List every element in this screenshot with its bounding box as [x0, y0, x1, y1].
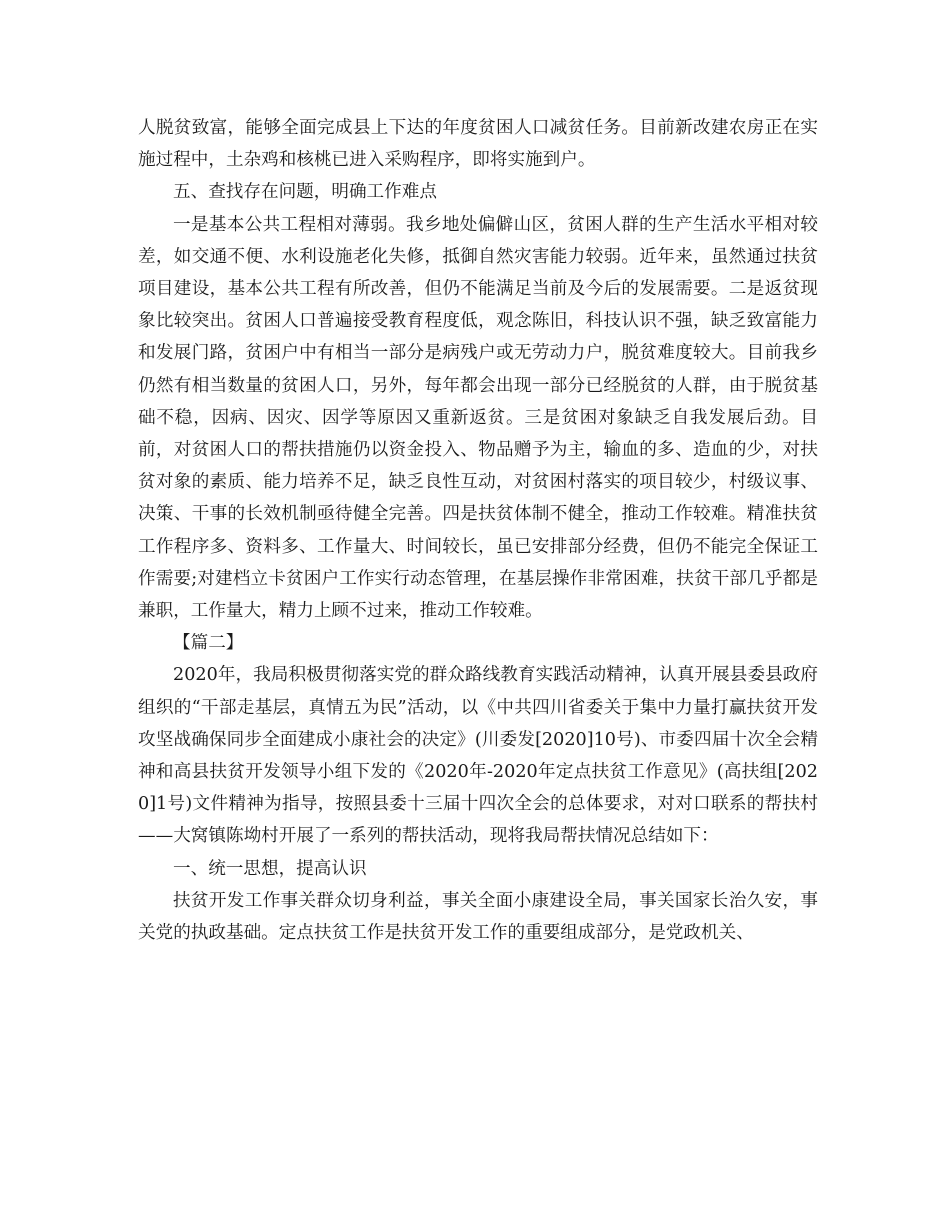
- paragraph-continuation: 人脱贫致富，能够全面完成县上下达的年度贫困人口减贫任务。目前新改建农房正在实施过程中，土杂鸡和核桃已进入采购程序，即将实施到户。: [138, 118, 818, 171]
- section-heading-one: 一、统一思想，提高认识: [173, 858, 367, 879]
- paragraph-poverty-work: 扶贫开发工作事关群众切身利益，事关全面小康建设全局，事关国家长治久安，事关党的执政基础。定点扶贫工作是扶贫开发工作的重要组成部分，是党政机关、: [138, 890, 818, 944]
- document-body: [138, 112, 818, 949]
- part-two-heading: 【篇二】: [173, 633, 244, 654]
- paragraph-intro-2020: 2020年，我局积极贯彻落实党的群众路线教育实践活动精神，认真开展县委县政府组织的“干部走基层，真情五为民”活动，以《中共四川省委关于集中力量打赢扶贫开发攻坚战确保同步全面建成小康社会的决定》(川委发[2020]10号)、市委四届十次全会精神和高县扶贫开发领导小组下发的《2020年-2020年定点扶贫工作意见》(高扶组[2020]1号)文件精神为指导，按照县委十三届十四次全会的总体要求，对对口联系的帮扶村——大窝镇陈坳村开展了一系列的帮扶活动，现将我局帮扶情况总结如下：: [138, 665, 818, 847]
- section-heading-five: 五、查找存在问题，明确工作难点: [173, 182, 437, 203]
- paragraph-problems: 一是基本公共工程相对薄弱。我乡地处偏僻山区，贫困人群的生产生活水平相对较差，如交通不便、水利设施老化失修，抵御自然灾害能力较弱。近年来，虽然通过扶贫项目建设，基本公共工程有所改善，但仍不能满足当前及今后的发展需要。二是返贫现象比较突出。贫困人口普遍接受教育程度低，观念陈旧，科技认识不强，缺乏致富能力和发展门路，贫困户中有相当一部分是病残户或无劳动力户，脱贫难度较大。目前我乡仍然有相当数量的贫困人口，另外，每年都会出现一部分已经脱贫的人群，由于脱贫基础不稳，因病、因灾、因学等原因又重新返贫。三是贫困对象缺乏自我发展后劲。目前，对贫困人口的帮扶措施仍以资金投入、物品赠予为主，输血的多、造血的少，对扶贫对象的素质、能力培养不足，缺乏良性互动，对贫困村落实的项目较少，村级议事、决策、干事的长效机制亟待健全完善。四是扶贫体制不健全，推动工作较难。精准扶贫工作程序多、资料多、工作量大、时间较长，虽已安排部分经费，但仍不能完全保证工作需要;对建档立卡贫困户工作实行动态管理，在基层操作非常困难，扶贫干部几乎都是兼职，工作量大，精力上顾不过来，推动工作较难。: [138, 214, 818, 622]
